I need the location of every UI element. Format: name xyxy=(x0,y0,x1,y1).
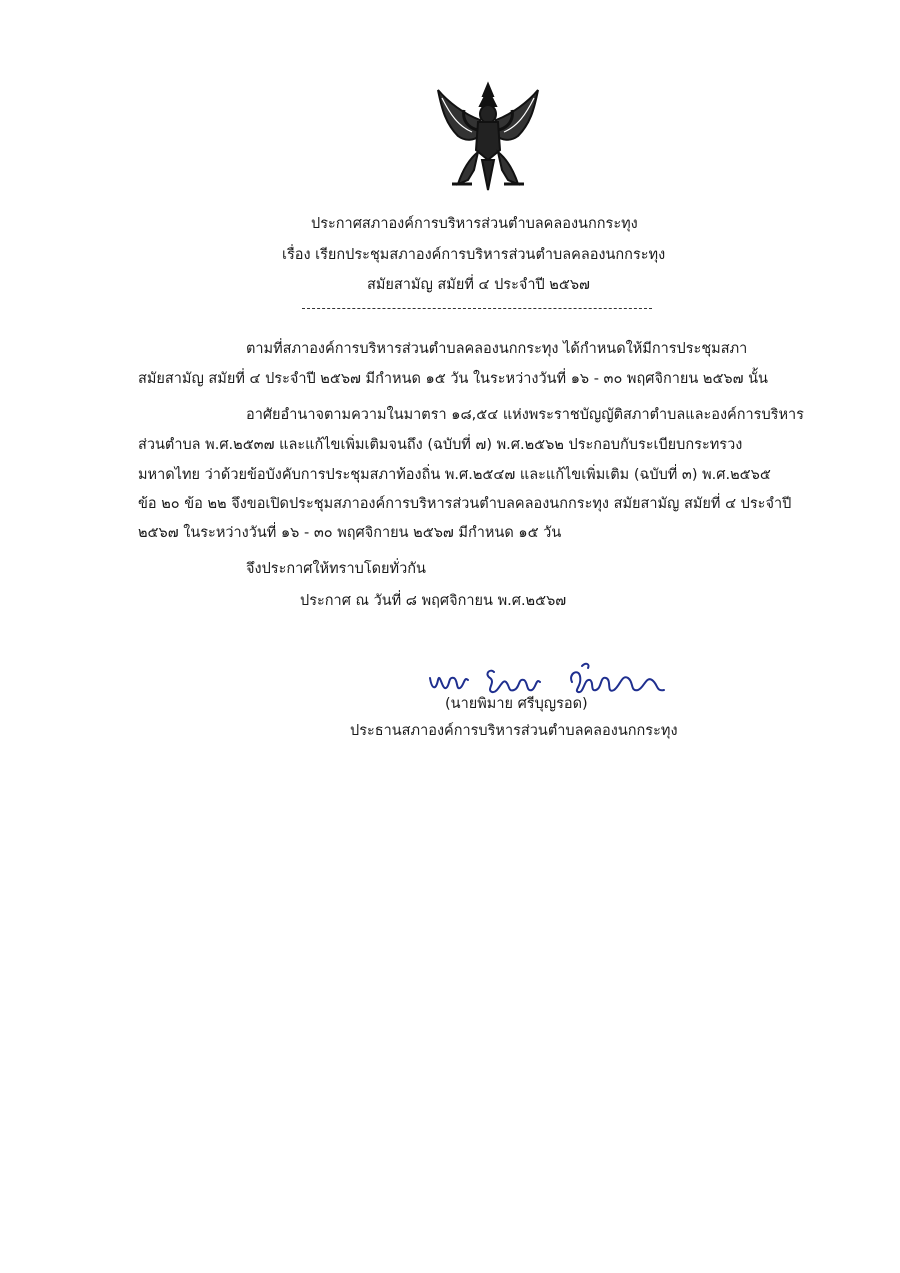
para1-line-2: สมัยสามัญ สมัยที่ ๔ ประจำปี ๒๕๖๗ มีกำหนด ๑๕ วัน ในระหว่างวันที่ ๑๖ - ๓๐ พฤศจิกายน ๒๕๖๗ นั้น xyxy=(138,371,768,387)
announcement-subject: เรื่อง เรียกประชุมสภาองค์การบริหารส่วนตำบลคลองนกกระทุง xyxy=(282,247,666,263)
handwritten-signature xyxy=(424,660,704,700)
para2-line-1: อาศัยอำนาจตามความในมาตรา ๑๘,๕๔ แห่งพระราชบัญญัติสภาตำบลและองค์การบริหาร xyxy=(246,407,804,423)
announcement-title: ประกาศสภาองค์การบริหารส่วนตำบลคลองนกกระทุง xyxy=(311,216,638,232)
announcement-session: สมัยสามัญ สมัยที่ ๔ ประจำปี ๒๕๖๗ xyxy=(367,277,590,293)
para2-line-2: ส่วนตำบล พ.ศ.๒๕๓๗ และแก้ไขเพิ่มเติมจนถึง (ฉบับที่ ๗) พ.ศ.๒๕๖๒ ประกอบกับระเบียบกระทรวง xyxy=(138,437,743,453)
para2-line-3: มหาดไทย ว่าด้วยข้อบังคับการประชุมสภาท้องถิ่น พ.ศ.๒๕๔๗ และแก้ไขเพิ่มเติม (ฉบับที่ ๓) พ.ศ.๒๕๖๕ xyxy=(138,467,771,483)
signatory-name: (นายพิมาย ศรีบุญรอด) xyxy=(445,696,588,712)
announcement-date: ประกาศ ณ วันที่ ๘ พฤศจิกายน พ.ศ.๒๕๖๗ xyxy=(300,593,567,609)
header-separator xyxy=(302,308,652,309)
para2-line-5: ๒๕๖๗ ในระหว่างวันที่ ๑๖ - ๓๐ พฤศจิกายน ๒๕๖๗ มีกำหนด ๑๕ วัน xyxy=(138,525,562,541)
garuda-emblem-icon xyxy=(428,80,548,200)
signatory-position: ประธานสภาองค์การบริหารส่วนตำบลคลองนกกระทุง xyxy=(350,723,678,739)
para1-line-1: ตามที่สภาองค์การบริหารส่วนตำบลคลองนกกระทุง ได้กำหนดให้มีการประชุมสภา xyxy=(246,341,748,357)
closing-line: จึงประกาศให้ทราบโดยทั่วกัน xyxy=(246,561,426,577)
para2-line-4: ข้อ ๒๐ ข้อ ๒๒ จึงขอเปิดประชุมสภาองค์การบริหารส่วนตำบลคลองนกกระทุง สมัยสามัญ สมัยที่ ๔ ประจำปี xyxy=(138,496,792,512)
